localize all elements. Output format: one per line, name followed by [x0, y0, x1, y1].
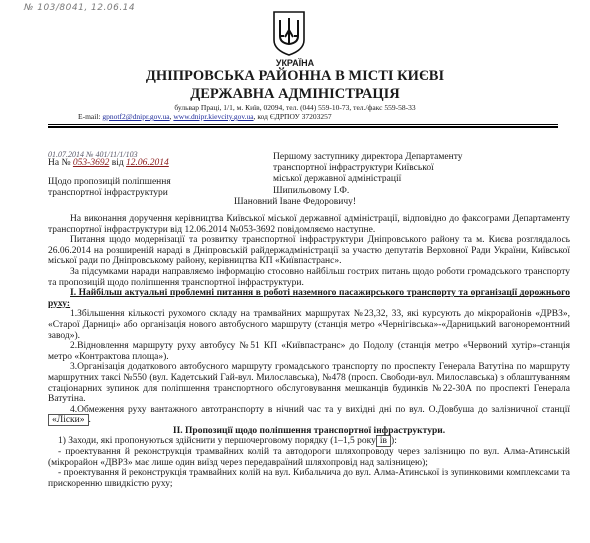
- handwritten-registration-note: № 103/8041, 12.06.14: [24, 3, 136, 13]
- body-paragraph: Питання щодо модернізації та розвитку транспортної інфраструктури Дніпровського району та м. Києва розглядалось 26.06.2014 на розширеній нараді в Дніпровській райдержадміністрації за участю депутатів Верховної Ради України, Київської міської ради по Дніпровському району, керівництва КП «Київпастранс».: [48, 235, 570, 267]
- addressee-line: Шипильовому І.Ф.: [273, 185, 350, 196]
- reference-number: 053-3692: [72, 158, 110, 168]
- organization-address: бульвар Праці, 1/1, м. Київ, 02094, тел. (044) 559-10-73, тел./факс 559-58-33: [174, 103, 416, 112]
- body-paragraph: На виконання доручення керівництва Київської міської державної адміністрації, відповідно до факсограми Департаменту транспортної інфраструктури від 12.06.2014 №053-3692 повідомляємо наступне.: [48, 214, 570, 235]
- addressee-line: міської державної адміністрації: [273, 174, 402, 185]
- header-divider-thick: [48, 126, 558, 128]
- trident-coat-of-arms-icon: [272, 10, 306, 56]
- outgoing-stamp-line: 01.07.2014 № 401/11/1/103: [48, 150, 138, 159]
- addressee-block: [273, 152, 563, 197]
- letter-body: [48, 214, 570, 489]
- website-link[interactable]: www.dnipr.kievcity.gov.ua: [173, 112, 254, 121]
- text-run: 4.Обмеження руху вантажного автотранспорту в нічний час та у вихідні дні по вул. О.Довбуша до залізничної станції: [70, 404, 570, 415]
- body-paragraph: - проектування й реконструкція трамвайних колій та автодороги шляхопроводу через залізницю по вул. Алма-Атинській (мікрорайон «ДВРЗ» має лише один виїзд через передавраїний шляхопровід над залізницею);: [48, 447, 570, 468]
- text-run: ):: [391, 436, 397, 447]
- subject-line: Щодо пропозицій поліпшення: [48, 177, 171, 187]
- reference-date-label: від: [111, 158, 124, 168]
- highlighted-text: ів: [376, 435, 391, 447]
- body-paragraph: [48, 436, 570, 447]
- body-paragraph: 3.Організація додаткового автобусного маршруту громадського транспорту по проспекту Генерала Ватутіна по маршруту маршрутних таксі №550 (вул. Кадетський Гай-вул. Милославська), №478 (просп. Свободи-вул. Милославська) з облаштуванням стаціонарних зупинок для поліпшення транспортного обслуговування мешканців будинків №22-30А по проспекті Генерала Ватутіна.: [48, 362, 570, 405]
- subject-line: транспортної інфраструктури: [48, 188, 168, 199]
- incoming-reference: [48, 158, 169, 168]
- organization-contacts: E-mail: gpnotf2@dnipr.gov.ua, www.dnipr.kievcity.gov.ua, код ЄДРПОУ 37203257: [78, 112, 332, 121]
- salutation: Шановний Іване Федоровичу!: [233, 197, 357, 207]
- organization-name: ДНІПРОВСЬКА РАЙОННА В МІСТІ КИЄВІ: [145, 68, 445, 84]
- section-heading-2: ІІ. Пропозиції щодо поліпшення транспортної інфраструктури.: [172, 425, 446, 436]
- body-paragraph: [48, 405, 570, 426]
- body-paragraph: За підсумками наради направляємо інформацію стосовно найбільш гострих питань щодо роботи громадського транспорту та пропозицій щодо поліпшення транспортної інфраструктури.: [48, 266, 570, 288]
- body-paragraph: 1.Збільшення кількості рухомого складу на трамвайних маршрутах №23,32, 33, які курсують до мікрорайонів «ДРВЗ», «Старої Дарниці» або організація нового автобусного маршруту (станція метро «Чернігівська»-«Дарницький вагоноремонтний завод»).: [48, 309, 570, 341]
- edrpou-code: , код ЄДРПОУ 37203257: [253, 112, 332, 121]
- email-label: E-mail:: [78, 112, 101, 121]
- text-run: 1) Заходи, які пропонуються здійснити у першочерговому порядку (1–1,5 року: [58, 436, 376, 447]
- section-heading-1: І. Найбільш актуальні проблемні питання в роботі наземного пасажирського транспорту та організації дорожнього руху:: [48, 288, 570, 309]
- addressee-line: транспортної інфраструктури Київської: [273, 163, 434, 174]
- country-name: УКРАЇНА: [275, 58, 315, 68]
- body-paragraph: 2.Відновлення маршруту руху автобусу №51 КП «Київпастранс» до Подолу (станція метро «Червоний хутір»-станція метро «Контрактова площа»).: [48, 341, 570, 362]
- highlighted-text: «Ліски»: [48, 414, 89, 426]
- reference-prefix: На №: [48, 158, 71, 168]
- reference-date: 12.06.2014: [126, 158, 169, 168]
- body-paragraph: - проектування й реконструкція трамвайних колій на вул. Кибальчича до вул. Алма-Атинської із зупинковими комплексами та прискоренню швидкістю руху;: [48, 468, 570, 489]
- email-link[interactable]: gpnotf2@dnipr.gov.ua: [102, 112, 170, 121]
- addressee-line: Першому заступнику директора Департаменту: [273, 152, 463, 162]
- organization-subtitle: ДЕРЖАВНА АДМІНІСТРАЦІЯ: [190, 86, 400, 102]
- text-run: .: [88, 415, 91, 426]
- header-divider-thin: [48, 124, 558, 125]
